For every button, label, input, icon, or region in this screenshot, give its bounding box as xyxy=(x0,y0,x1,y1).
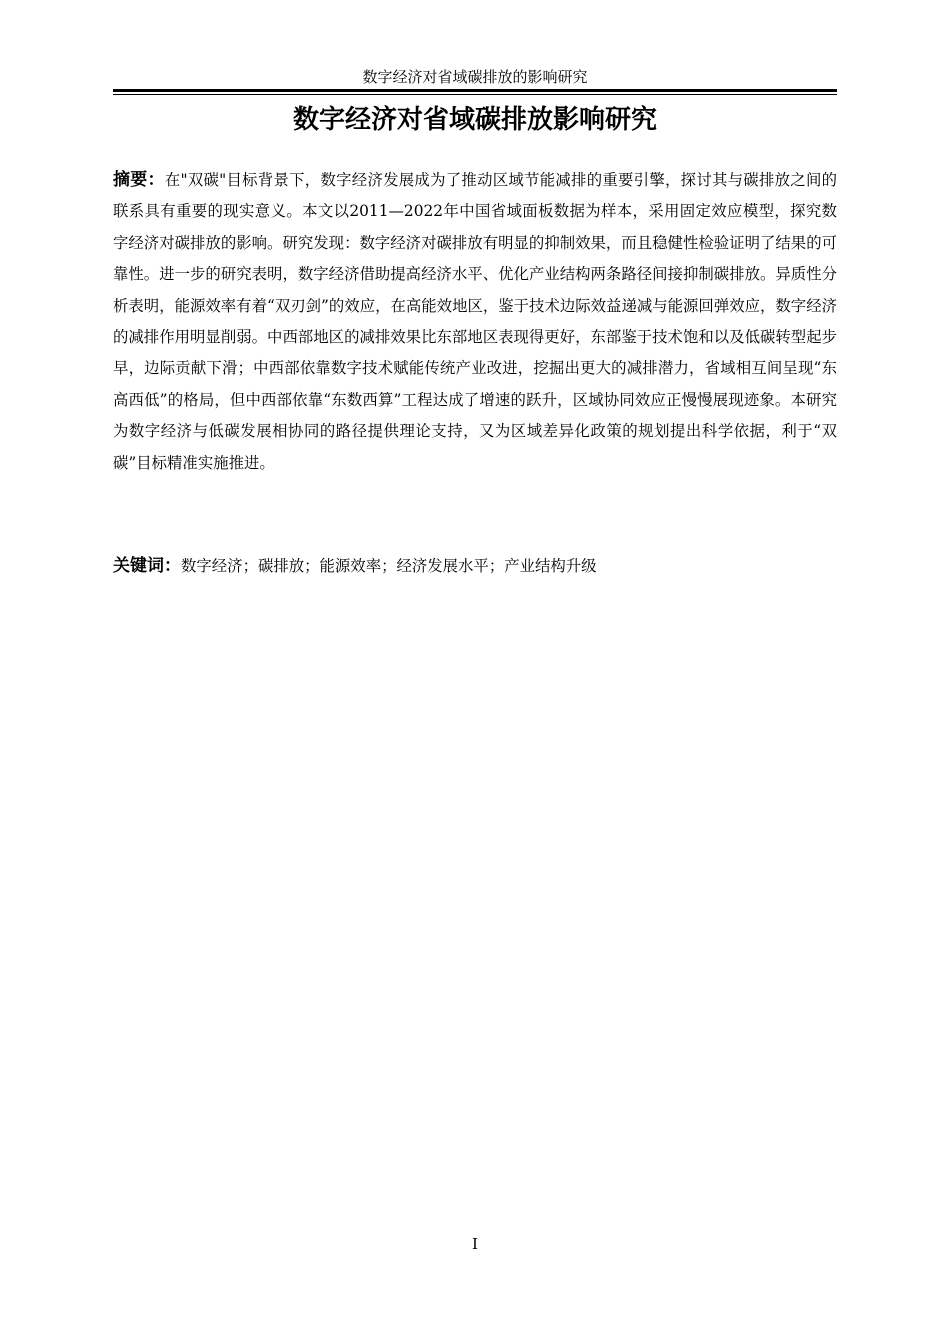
abstract-text: 在"双碳"目标背景下，数字经济发展成为了推动区域节能减排的重要引擎，探讨其与碳排放之间的联系具有重要的现实意义。本文以2011—2022年中国省域面板数据为样本，采用固定效应模型，探究数字经济对碳排放的影响。研究发现：数字经济对碳排放有明显的抑制效果，而且稳健性检验证明了结果的可靠性。进一步的研究表明，数字经济借助提高经济水平、优化产业结构两条路径间接抑制碳排放。异质性分析表明，能源效率有着“双刃剑”的效应，在高能效地区，鉴于技术边际效益递减与能源回弹效应，数字经济的减排作用明显削弱。中西部地区的减排效果比东部地区表现得更好，东部鉴于技术饱和以及低碳转型起步早，边际贡献下滑；中西部依靠数字技术赋能传统产业改进，挖掘出更大的减排潜力，省域相互间呈现“东高西低”的格局，但中西部依靠“东数西算”工程达成了增速的跃升，区域协同效应正慢慢展现迹象。本研究为数字经济与低碳发展相协同的路径提供理论支持，又为区域差异化政策的规划提出科学依据，利于“双碳”目标精准实施推进。 xyxy=(113,171,837,472)
keywords-text: 数字经济；碳排放；能源效率；经济发展水平；产业结构升级 xyxy=(181,557,597,575)
header-rule-thick xyxy=(113,89,837,92)
keywords-line xyxy=(113,552,837,580)
document-title: 数字经济对省域碳排放影响研究 xyxy=(292,105,657,135)
running-header: 数字经济对省域碳排放的影响研究 xyxy=(362,68,588,86)
abstract-label: 摘要： xyxy=(113,170,165,190)
keywords-label: 关键词： xyxy=(113,556,181,576)
page-number: I xyxy=(472,1235,478,1253)
abstract-paragraph xyxy=(113,165,837,479)
header-rule-thin xyxy=(113,94,837,95)
